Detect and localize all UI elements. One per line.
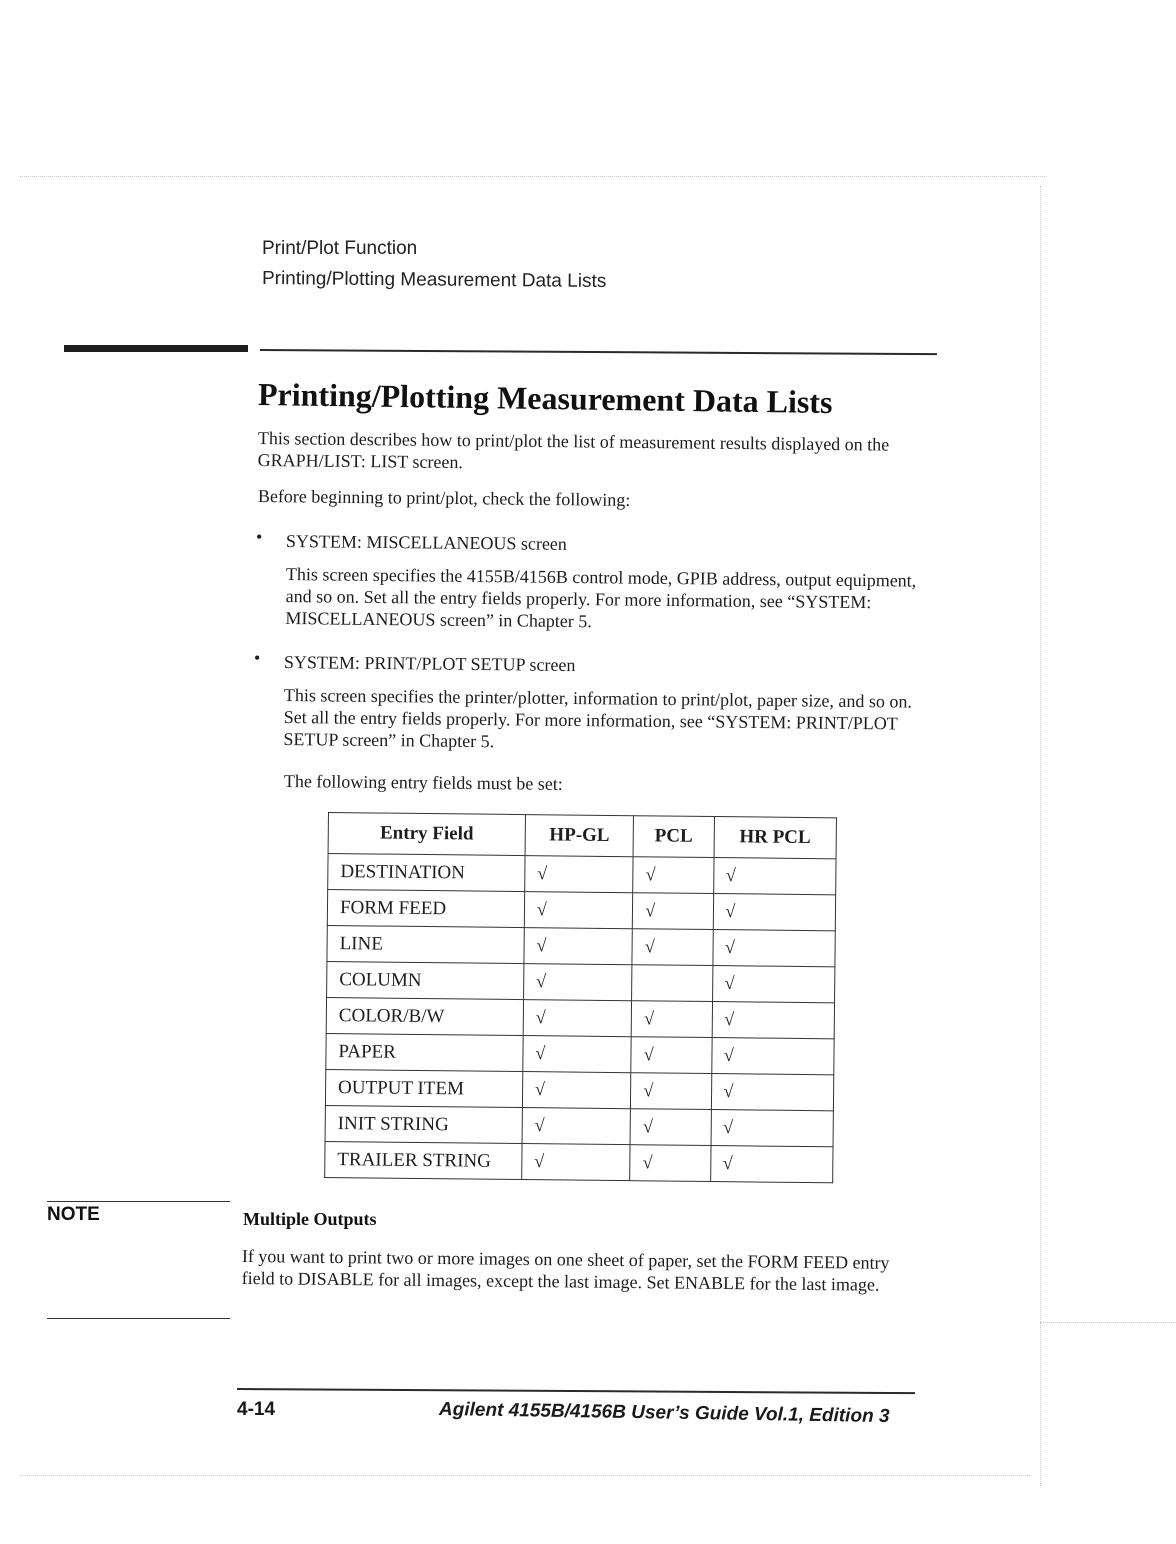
check-mark: √	[522, 1144, 631, 1181]
table-row	[325, 1141, 833, 1182]
table-header-row	[328, 813, 836, 859]
check-mark: √	[713, 894, 836, 931]
footer-title: Agilent 4155B/4156B User’s Guide Vol.1, Edition 3	[438, 1399, 890, 1428]
check-mark: √	[522, 1108, 631, 1145]
check-mark: √	[632, 1001, 713, 1038]
note-rule-top	[47, 1201, 230, 1202]
scan-edge-bottom	[20, 1475, 1030, 1476]
entry-field-name: OUTPUT ITEM	[325, 1069, 522, 1107]
bullet-label-print-plot-setup: SYSTEM: PRINT/PLOT SETUP screen	[283, 651, 576, 676]
table-row	[328, 854, 836, 895]
note-rule-bottom	[47, 1318, 230, 1319]
column-header-pcl: PCL	[633, 816, 714, 858]
check-mark: √	[711, 1110, 834, 1147]
check-mark: √	[630, 1145, 711, 1182]
check-mark: √	[524, 892, 633, 929]
bullet-marker: •	[256, 527, 263, 547]
column-header-hp-gl: HP-GL	[525, 815, 634, 857]
intro-paragraph: This section describes how to print/plot the list of measurement results displayed on the GRAPH/LIST: LIST screen.	[257, 427, 890, 473]
check-mark: √	[522, 1072, 631, 1109]
section-rule	[260, 349, 937, 355]
empty-cell	[632, 965, 713, 1002]
check-mark: √	[713, 858, 836, 895]
check-mark: √	[524, 928, 633, 965]
check-mark: √	[711, 1074, 834, 1111]
check-mark: √	[712, 1002, 835, 1039]
table-row	[325, 1069, 833, 1110]
bullet-body-miscellaneous: This screen specifies the 4155B/4156B control mode, GPIB address, output equipment, and so on. Set all the entry fields properly. For more information, see “SYSTEM: MISCELLANEOUS screen” in Chapter 5.	[285, 563, 917, 632]
table-row	[325, 1105, 833, 1146]
note-heading: Multiple Outputs	[243, 1209, 377, 1229]
table-row	[326, 997, 834, 1038]
check-mark: √	[633, 857, 714, 894]
note-body: If you want to print two or more images on one sheet of paper, set the FORM FEED entry field to DISABLE for all images, except the last image. Set ENABLE for the last image.	[241, 1246, 890, 1295]
section-marker-bar	[64, 345, 248, 352]
bullet-label-miscellaneous: SYSTEM: MISCELLANEOUS screen	[285, 530, 567, 554]
check-mark: √	[712, 966, 835, 1003]
table-row	[326, 1033, 834, 1074]
entry-field-name: DESTINATION	[328, 854, 525, 892]
running-header-chapter: Print/Plot Function	[262, 238, 418, 259]
check-mark: √	[710, 1146, 833, 1183]
column-header-hr-pcl: HR PCL	[714, 817, 837, 859]
check-mark: √	[631, 1073, 712, 1110]
footer-rule	[237, 1388, 915, 1394]
entry-field-name: PAPER	[326, 1033, 523, 1071]
table-row	[327, 961, 835, 1002]
entry-field-name: TRAILER STRING	[325, 1141, 522, 1179]
running-header-section: Printing/Plotting Measurement Data Lists	[261, 268, 607, 293]
note-label: NOTE	[47, 1204, 100, 1225]
entry-field-table	[324, 812, 837, 1183]
check-mark: √	[633, 893, 714, 930]
entry-field-name: FORM FEED	[327, 890, 524, 928]
check-mark: √	[631, 1037, 712, 1074]
table-intro: The following entry fields must be set:	[283, 770, 563, 794]
bullet-body-print-plot-setup: This screen specifies the printer/plotter, information to print/plot, paper size, and so on. Set all the entry fields properly. For more information, see “SYSTEM: PRINT/PLOT SETUP screen” in Chapter 5.	[283, 684, 913, 752]
entry-field-name: COLUMN	[327, 961, 524, 999]
check-mark: √	[525, 856, 634, 893]
bullet-marker: •	[254, 648, 261, 668]
checklist-intro: Before beginning to print/plot, check the following:	[257, 485, 631, 510]
check-mark: √	[630, 1109, 711, 1146]
table-row	[327, 925, 835, 966]
check-mark: √	[523, 1036, 632, 1073]
page-title: Printing/Plotting Measurement Data Lists	[257, 376, 833, 421]
entry-field-name: INIT STRING	[325, 1105, 522, 1143]
check-mark: √	[711, 1038, 834, 1075]
check-mark: √	[523, 1000, 632, 1037]
column-header-entry-field: Entry Field	[328, 813, 525, 856]
check-mark: √	[712, 930, 835, 967]
check-mark: √	[632, 929, 713, 966]
scan-edge-top	[20, 176, 1045, 177]
scan-edge-right	[1040, 186, 1041, 1486]
check-mark: √	[524, 964, 633, 1001]
scan-edge-mid	[1040, 1322, 1176, 1323]
entry-field-name: LINE	[327, 925, 524, 963]
entry-field-name: COLOR/B/W	[326, 997, 523, 1035]
page-number: 4-14	[237, 1399, 276, 1420]
table-row	[327, 890, 835, 931]
